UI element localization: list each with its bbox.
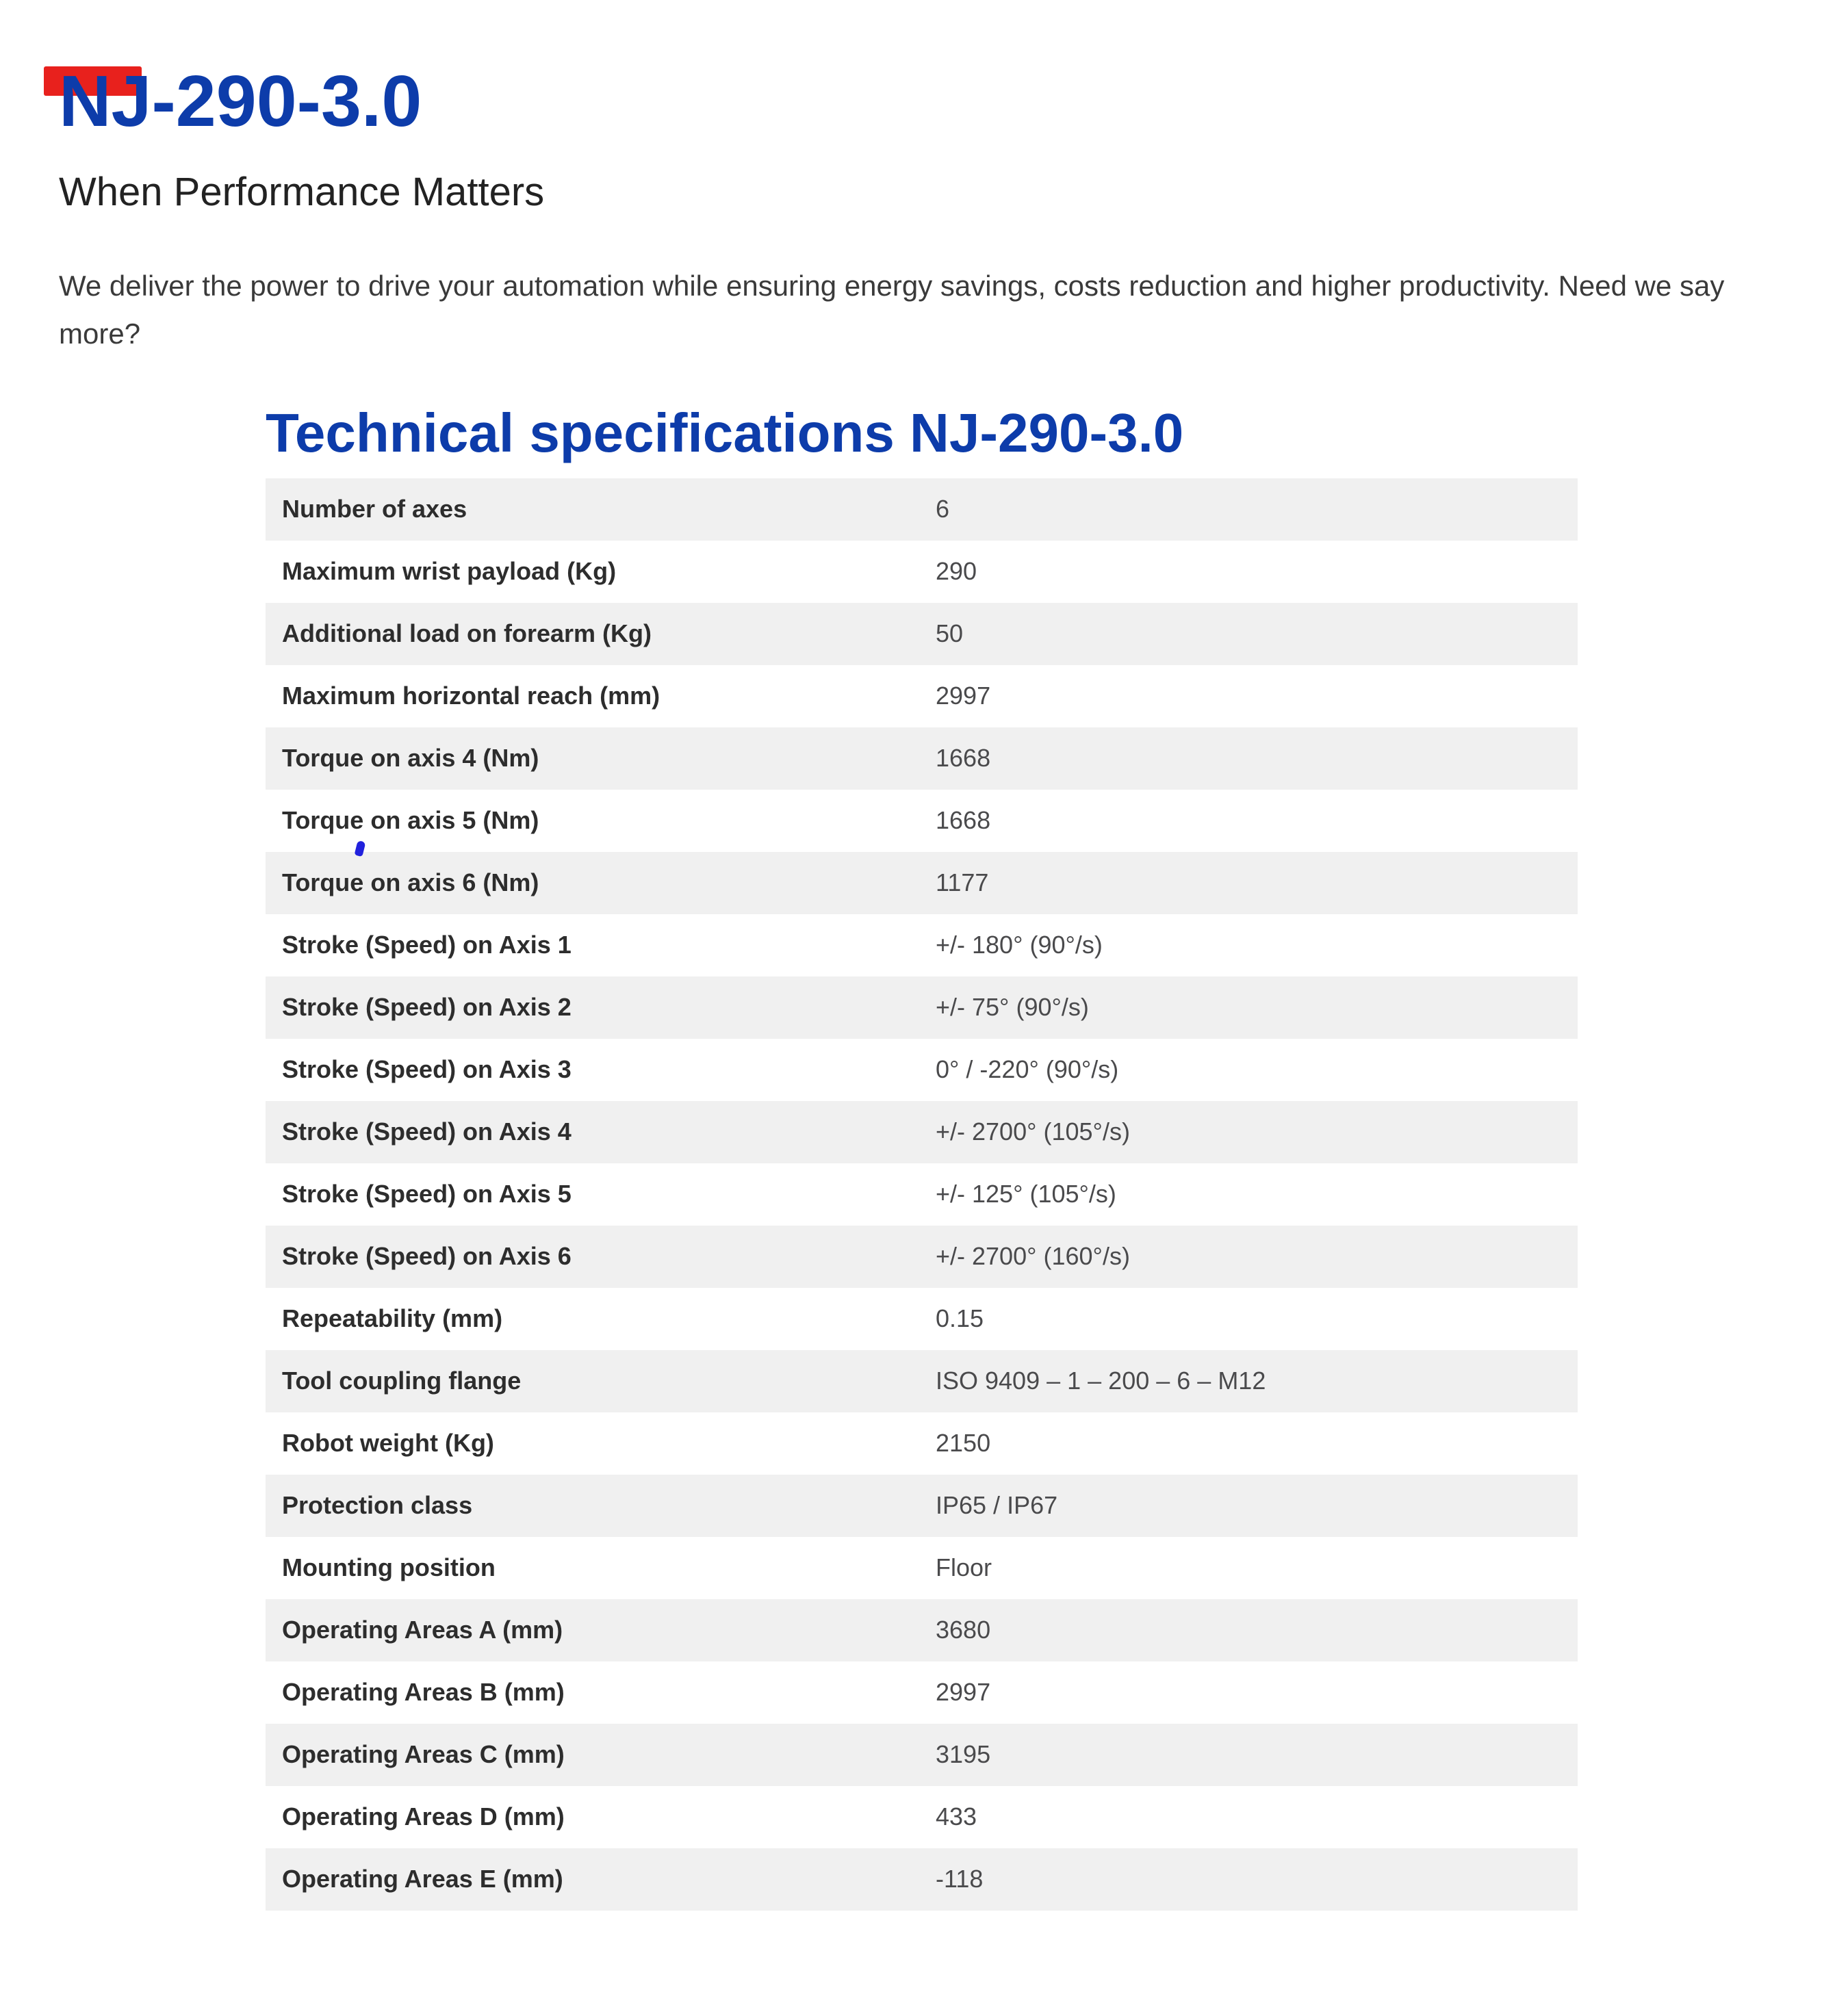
spec-label: Stroke (Speed) on Axis 5 [282,1180,572,1208]
spec-value: 6 [936,495,950,523]
spec-label: Operating Areas D (mm) [282,1802,565,1831]
spec-label: Stroke (Speed) on Axis 4 [282,1117,572,1146]
spec-table-row [266,1039,1578,1101]
spec-table-row [266,790,1578,852]
spec-table-row [266,1661,1578,1724]
spec-value: +/- 180° (90°/s) [936,931,1103,959]
spec-label: Operating Areas E (mm) [282,1865,563,1893]
spec-label: Additional load on forearm (Kg) [282,619,652,648]
spec-value: ISO 9409 – 1 – 200 – 6 – M12 [936,1367,1266,1395]
spec-label: Torque on axis 4 (Nm) [282,744,539,773]
spec-label: Stroke (Speed) on Axis 2 [282,993,572,1022]
spec-table-row [266,1226,1578,1288]
spec-label: Operating Areas A (mm) [282,1616,563,1644]
spec-value: -118 [936,1865,984,1893]
spec-value: IP65 / IP67 [936,1491,1058,1520]
spec-label: Mounting position [282,1553,496,1582]
spec-table-row [266,1288,1578,1350]
spec-table-row [266,976,1578,1039]
spec-sheet-page [0,60,1848,1911]
spec-value: +/- 125° (105°/s) [936,1180,1116,1208]
spec-table [266,478,1578,1911]
spec-label: Tool coupling flange [282,1367,522,1395]
spec-label: Repeatability (mm) [282,1304,503,1333]
spec-value: +/- 2700° (160°/s) [936,1242,1130,1271]
spec-value: +/- 2700° (105°/s) [936,1117,1130,1146]
spec-table-row [266,1786,1578,1848]
spec-value: 1668 [936,806,991,835]
spec-value: 1668 [936,744,991,773]
spec-table-row [266,1101,1578,1163]
spec-table-row [266,541,1578,603]
spec-table-row [266,727,1578,790]
spec-value: 2997 [936,682,991,710]
spec-value: Floor [936,1553,992,1582]
spec-value: 433 [936,1802,977,1831]
spec-table-row [266,1350,1578,1412]
product-tagline: When Performance Matters [59,169,545,214]
spec-label: Robot weight (Kg) [282,1429,494,1458]
spec-label: Operating Areas B (mm) [282,1678,565,1707]
spec-value: 50 [936,619,964,648]
spec-value: 0° / -220° (90°/s) [936,1055,1119,1084]
spec-label: Torque on axis 6 (Nm) [282,868,539,897]
spec-label: Protection class [282,1491,473,1520]
spec-label: Stroke (Speed) on Axis 6 [282,1242,572,1271]
spec-label: Maximum wrist payload (Kg) [282,557,617,586]
spec-value: 290 [936,557,977,586]
intro-paragraph: We deliver the power to drive your automation while ensuring energy savings, costs reduction and higher productivity. Need we say more? [59,269,1725,350]
spec-value: 0.15 [936,1304,984,1333]
spec-value: 1177 [936,868,989,897]
spec-label: Operating Areas C (mm) [282,1740,565,1769]
spec-table-row [266,1537,1578,1599]
spec-table-row [266,1599,1578,1661]
spec-table-row [266,1475,1578,1537]
spec-table-row [266,478,1578,541]
spec-table-row [266,914,1578,976]
spec-table-row [266,1412,1578,1475]
spec-label: Number of axes [282,495,467,523]
page-title: NJ-290-3.0 [59,61,422,142]
spec-value: +/- 75° (90°/s) [936,993,1089,1022]
spec-table-row [266,1724,1578,1786]
spec-table-row [266,1163,1578,1226]
spec-table-row [266,665,1578,727]
spec-table-row [266,603,1578,665]
spec-label: Torque on axis 5 (Nm) [282,806,539,835]
spec-label: Stroke (Speed) on Axis 1 [282,931,572,959]
spec-table-row [266,1848,1578,1911]
spec-value: 2997 [936,1678,991,1707]
spec-label: Maximum horizontal reach (mm) [282,682,660,710]
spec-value: 2150 [936,1429,991,1458]
spec-value: 3680 [936,1616,991,1644]
technical-specifications-section [266,402,1578,1911]
specs-section-heading: Technical specifications NJ-290-3.0 [266,402,1184,463]
spec-table-row [266,852,1578,914]
spec-value: 3195 [936,1740,991,1769]
spec-label: Stroke (Speed) on Axis 3 [282,1055,572,1084]
